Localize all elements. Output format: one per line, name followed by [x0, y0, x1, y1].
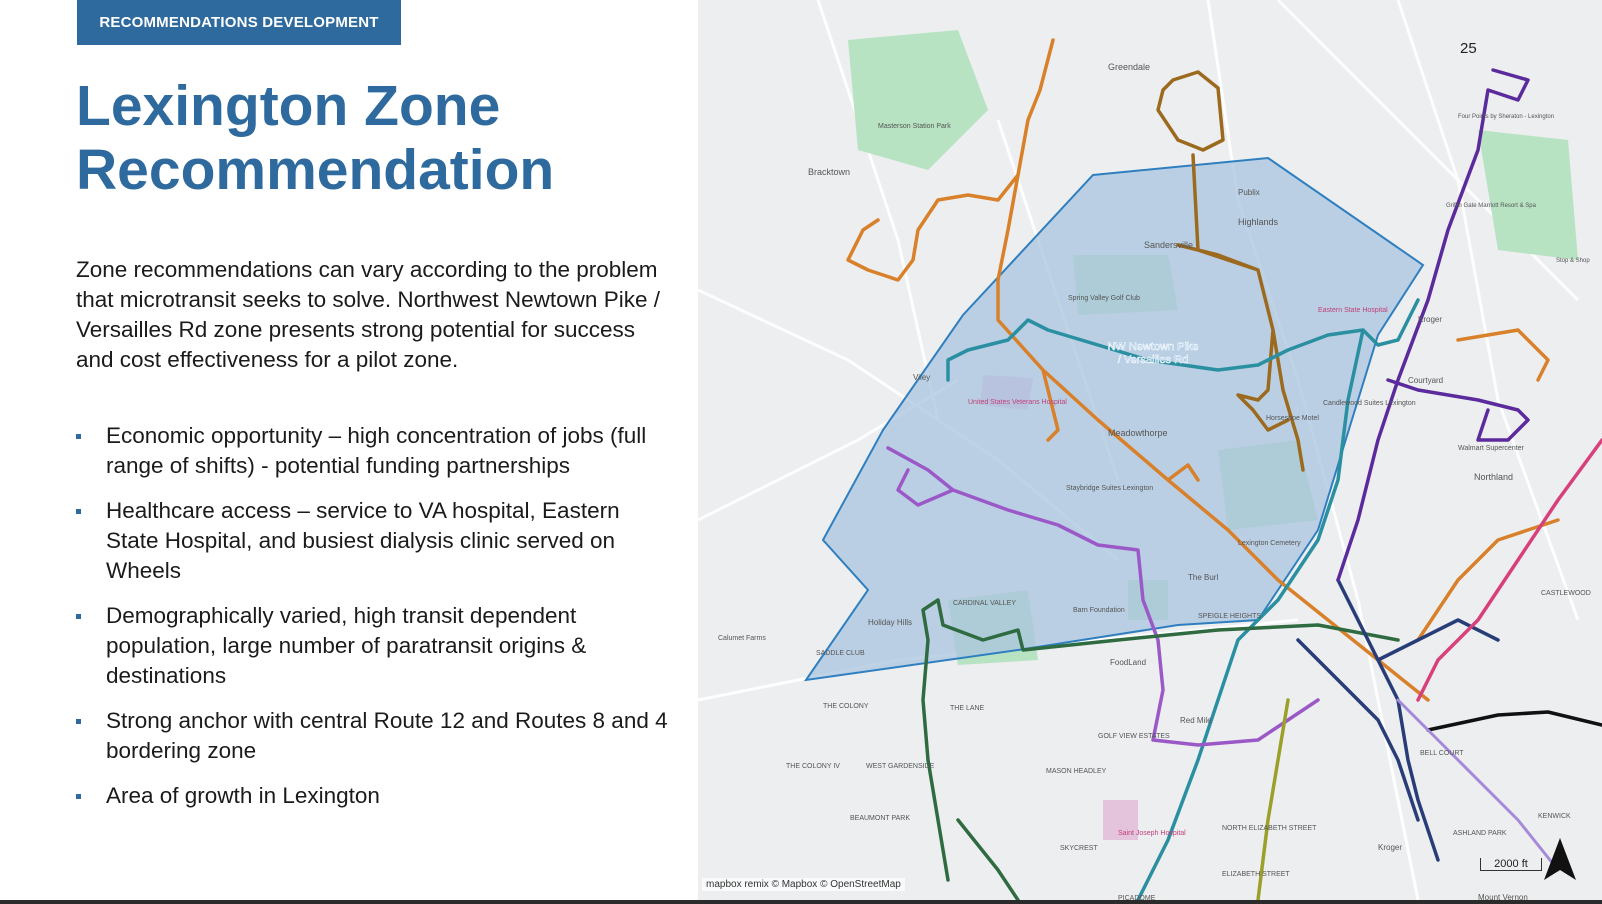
- zone-label: [1107, 341, 1198, 366]
- bullet-marker-icon: [76, 434, 81, 439]
- label-viley: Viley: [913, 373, 931, 382]
- label-west-gardenside: WEST GARDENSIDE: [866, 763, 935, 770]
- bullet-text: Strong anchor with central Route 12 and Routes 8 and 4 bordering zone: [106, 708, 668, 763]
- map-attribution[interactable]: mapbox remix © Mapbox © OpenStreetMap: [702, 878, 905, 891]
- label-candlewood: Candlewood Suites Lexington: [1323, 400, 1416, 407]
- label-the-lane: THE LANE: [950, 705, 985, 712]
- label-bracktown: Bracktown: [808, 167, 851, 177]
- label-foodland: FoodLand: [1110, 658, 1147, 667]
- section-tag: RECOMMENDATIONS DEVELOPMENT: [77, 0, 401, 45]
- label-mason-headley: MASON HEADLEY: [1046, 768, 1107, 775]
- label-eastern-state: Eastern State Hospital: [1318, 307, 1388, 314]
- label-barn-foundation: Barn Foundation: [1073, 607, 1125, 614]
- label-colony-iv: THE COLONY IV: [786, 763, 840, 770]
- label-staybridge: Staybridge Suites Lexington: [1066, 485, 1154, 492]
- bullet-marker-icon: [76, 719, 81, 724]
- label-elizabeth-street: ELIZABETH STREET: [1222, 871, 1290, 878]
- bullet-marker-icon: [76, 794, 81, 799]
- label-kenwick: KENWICK: [1538, 813, 1571, 820]
- bullet-list: [76, 421, 676, 826]
- label-spring-valley: Spring Valley Golf Club: [1068, 295, 1140, 302]
- label-ashland: ASHLAND PARK: [1453, 830, 1507, 837]
- bullet-item: [76, 496, 676, 586]
- bullet-text: Area of growth in Lexington: [106, 783, 380, 808]
- label-saddle-club: SADDLE CLUB: [816, 650, 865, 657]
- route-lavender[interactable]: [1398, 700, 1558, 870]
- label-kroger-north: Kroger: [1418, 315, 1443, 324]
- label-publix: Publix: [1238, 188, 1260, 197]
- label-stop-shop: Stop & Shop: [1556, 258, 1590, 264]
- label-the-colony: THE COLONY: [823, 703, 869, 710]
- label-skycrest: SKYCREST: [1060, 845, 1098, 852]
- route-black[interactable]: [1428, 712, 1602, 730]
- label-castlewood: CASTLEWOOD: [1541, 590, 1591, 597]
- bottom-bar: [0, 900, 1602, 904]
- label-courtyard: Courtyard: [1408, 376, 1444, 385]
- label-picadome: PICADOME: [1118, 895, 1156, 900]
- label-horseshoe: Horseshoe Motel: [1266, 415, 1319, 422]
- label-masterson: Masterson Station Park: [878, 123, 951, 130]
- bullet-item: [76, 421, 676, 481]
- bullet-item: [76, 601, 676, 691]
- label-cemetery: Lexington Cemetery: [1238, 540, 1301, 547]
- label-the-burl: The Burl: [1188, 573, 1219, 582]
- microtransit-zone[interactable]: [806, 158, 1423, 680]
- label-st-joseph: Saint Joseph Hospital: [1118, 830, 1186, 837]
- label-cardinal-valley: CARDINAL VALLEY: [953, 600, 1017, 607]
- zone-label-line1: NW Newtown Pike: [1107, 341, 1199, 353]
- zone-map[interactable]: [698, 0, 1602, 900]
- label-kroger-south: Kroger: [1378, 843, 1403, 852]
- scale-bar: 2000 ft: [1480, 858, 1542, 871]
- label-highlands: Highlands: [1238, 217, 1279, 227]
- label-holiday-hills: Holiday Hills: [868, 618, 913, 627]
- label-va-hospital: United States Veterans Hospital: [968, 399, 1067, 406]
- label-four-points: Four Points by Sheraton - Lexington: [1458, 114, 1555, 120]
- page-number: 25: [1460, 40, 1477, 57]
- label-beaumont: BEAUMONT PARK: [850, 815, 911, 822]
- label-greendale: Greendale: [1108, 62, 1151, 72]
- label-golf-view: GOLF VIEW ESTATES: [1098, 733, 1170, 740]
- bullet-text: Economic opportunity – high concentration of jobs (full range of shifts) - potential funding partnerships: [106, 423, 647, 478]
- label-red-mile: Red Mile: [1180, 716, 1212, 725]
- label-griffin-gate: Griffin Gate Marriott Resort & Spa: [1446, 203, 1536, 209]
- zone-label-line2: / Versailles Rd: [1117, 354, 1189, 366]
- bullet-text: Healthcare access – service to VA hospital, Eastern State Hospital, and busiest dialysis clinic served on Wheels: [106, 498, 620, 583]
- page-title: Lexington Zone Recommendation: [76, 74, 555, 202]
- bullet-text: Demographically varied, high transit dependent population, large number of paratransit origins & destinations: [106, 603, 587, 688]
- label-calumet: Calumet Farms: [718, 635, 766, 642]
- label-bell-court: BELL COURT: [1420, 750, 1464, 757]
- label-speigle: SPEIGLE HEIGHTS: [1198, 613, 1262, 620]
- intro-paragraph: Zone recommendations can vary according to the problem that microtransit seeks to solve. Northwest Newtown Pike / Versailles Rd zone presents strong potential for success and cost effectiveness for a pilot zone.: [76, 257, 660, 372]
- bullet-item: [76, 781, 676, 811]
- label-north-elizabeth: NORTH ELIZABETH STREET: [1222, 825, 1317, 832]
- bullet-marker-icon: [76, 614, 81, 619]
- bullet-marker-icon: [76, 509, 81, 514]
- bullet-item: [76, 706, 676, 766]
- label-mount-vernon: Mount Vernon: [1478, 893, 1528, 900]
- label-walmart: Walmart Supercenter: [1458, 445, 1524, 452]
- label-meadowthorpe: Meadowthorpe: [1108, 428, 1168, 438]
- label-northland: Northland: [1474, 472, 1514, 482]
- zone-map-canvas: [698, 0, 1602, 900]
- label-sandersville: Sandersville: [1144, 240, 1194, 250]
